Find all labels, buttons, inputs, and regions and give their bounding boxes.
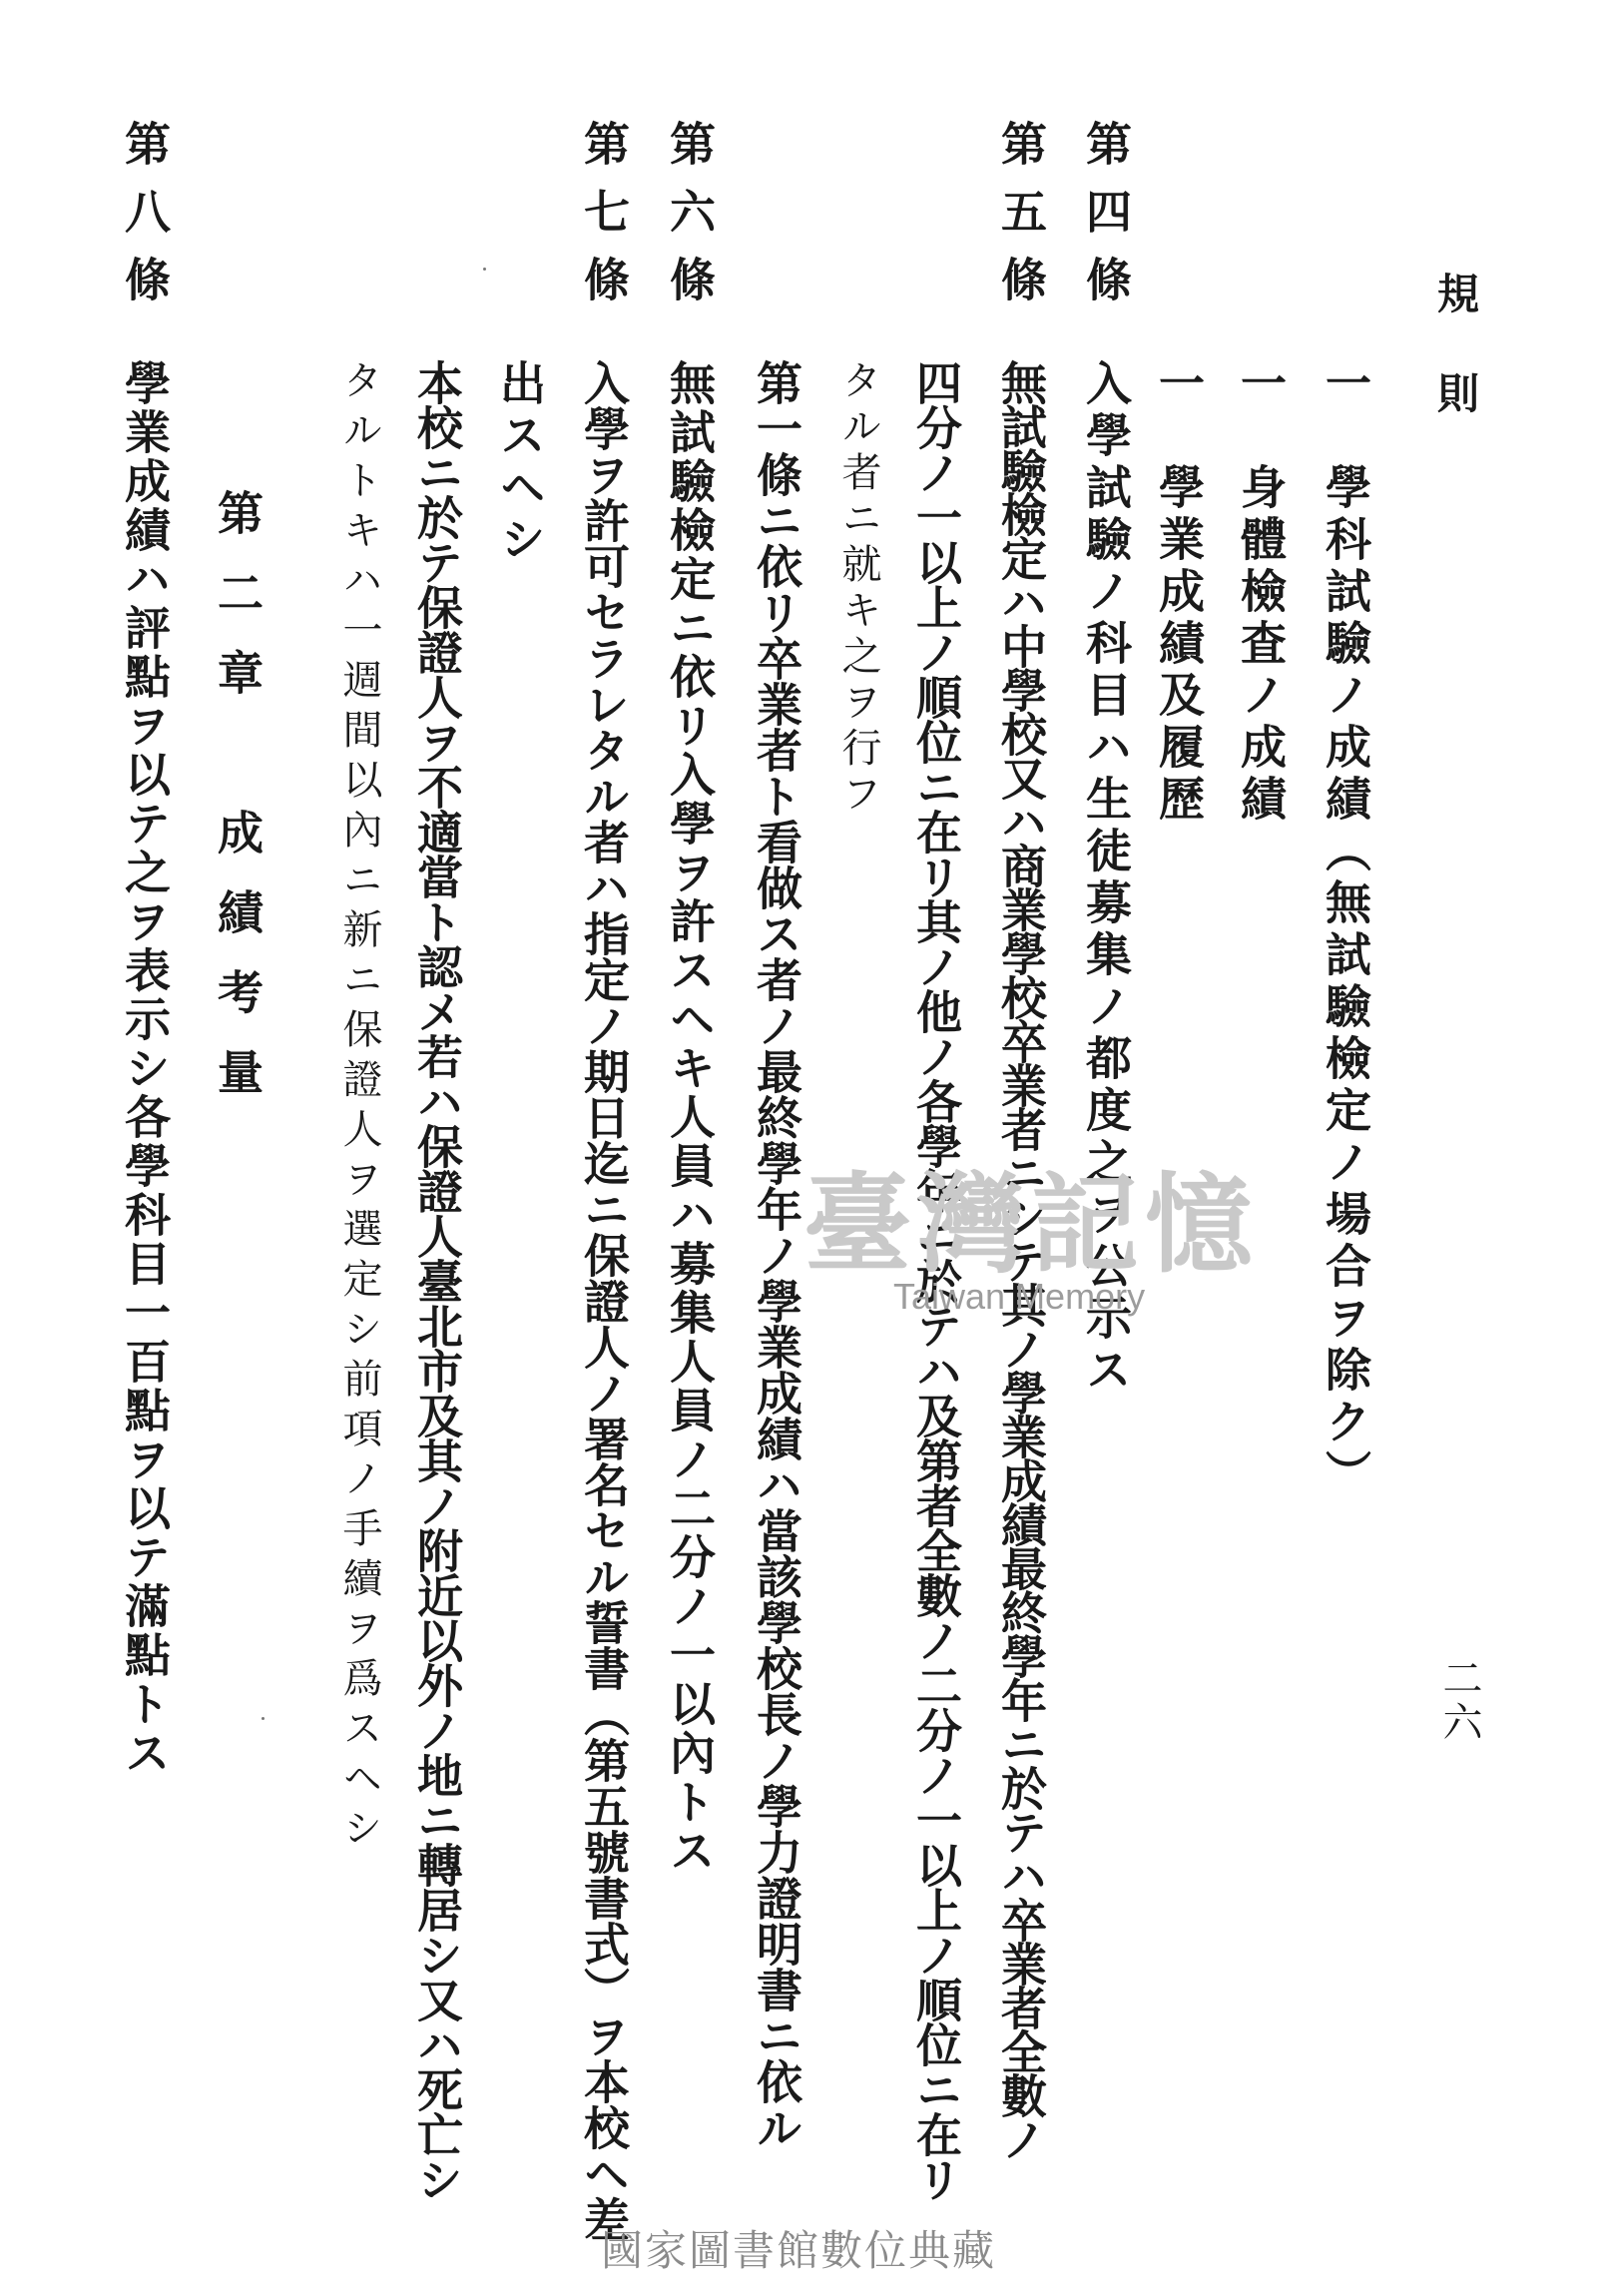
article-8-label: 第八條 (118, 120, 172, 323)
article-4-label: 第四條 (1079, 120, 1133, 323)
article-6-body: 無試驗檢定ニ依リ入學ヲ許スヘキ人員ハ募集人員ノ二分ノ一以內トス (663, 359, 717, 1876)
page-number: 二六 (1436, 1657, 1482, 1745)
print-speck (262, 1717, 265, 1720)
article-5-label: 第五條 (994, 120, 1048, 323)
watermark-logo: 臺灣記憶 (803, 1162, 1260, 1288)
print-speck (483, 268, 486, 271)
article-5-body-3: タル者ニ就キ之ヲ行フ (835, 359, 881, 819)
article-7-body-4: タルトキハ一週間以內ニ新ニ保證人ヲ選定シ前項ノ手續ヲ爲スヘシ (336, 359, 382, 1857)
page-header-title: 規則 (1431, 272, 1480, 471)
article-7-body-3: 本校ニ於テ保證人ヲ不適當ト認メ若ハ保證人臺北市及其ノ附近以外ノ地ニ轉居シ又ハ死亡シ (410, 359, 464, 2201)
article-7-label: 第七條 (577, 120, 631, 323)
article-5-body-1: 無試驗檢定ハ中學校又ハ商業學校卒業者ニシテ其ノ學業成績最終學年ニ於テハ卒業者全數ノ (994, 359, 1048, 2160)
watermark-text: Taiwan Memory (893, 1276, 1146, 1317)
chapter-2-heading: 第二章 成績考量 (211, 489, 265, 1128)
article-8-body: 學業成績ハ評點ヲ以テ之ヲ表示シ各學科目一百點ヲ以テ滿點トス (118, 359, 172, 1778)
article-5-body-4: 第一條ニ依リ卒業者ト看做ス者ノ最終學年ノ學業成績ハ當該學校長ノ學力證明書ニ依ル (750, 359, 803, 2150)
article-7-body-1: 入學ヲ許可セラレタル者ハ指定ノ期日迄ニ保證人ノ署名セル誓書（第五號書式）ヲ本校ヘ差 (577, 359, 631, 2242)
article-7-body-2: 出スヘシ (493, 359, 547, 567)
list-item-record: 一 學業成績及履歷 (1152, 359, 1206, 827)
list-item-subjects: 一 學科試驗ノ成績（無試驗檢定ノ場合ヲ除ク） (1319, 359, 1372, 1501)
article-4-body: 入學試驗ノ科目ハ生徒募集ノ都度之ヲ公示ス (1079, 359, 1133, 1398)
article-6-label: 第六條 (663, 120, 717, 323)
article-5-body-2: 四分ノ一以上ノ順位ニ在リ其ノ他ノ各學年ニ於テハ及第者全數ノ二分ノ一以上ノ順位ニ在リ (909, 359, 963, 2201)
footer-credit: 國家圖書館數位典藏 (600, 2226, 996, 2275)
list-item-physical: 一 身體檢査ノ成績 (1234, 359, 1288, 827)
